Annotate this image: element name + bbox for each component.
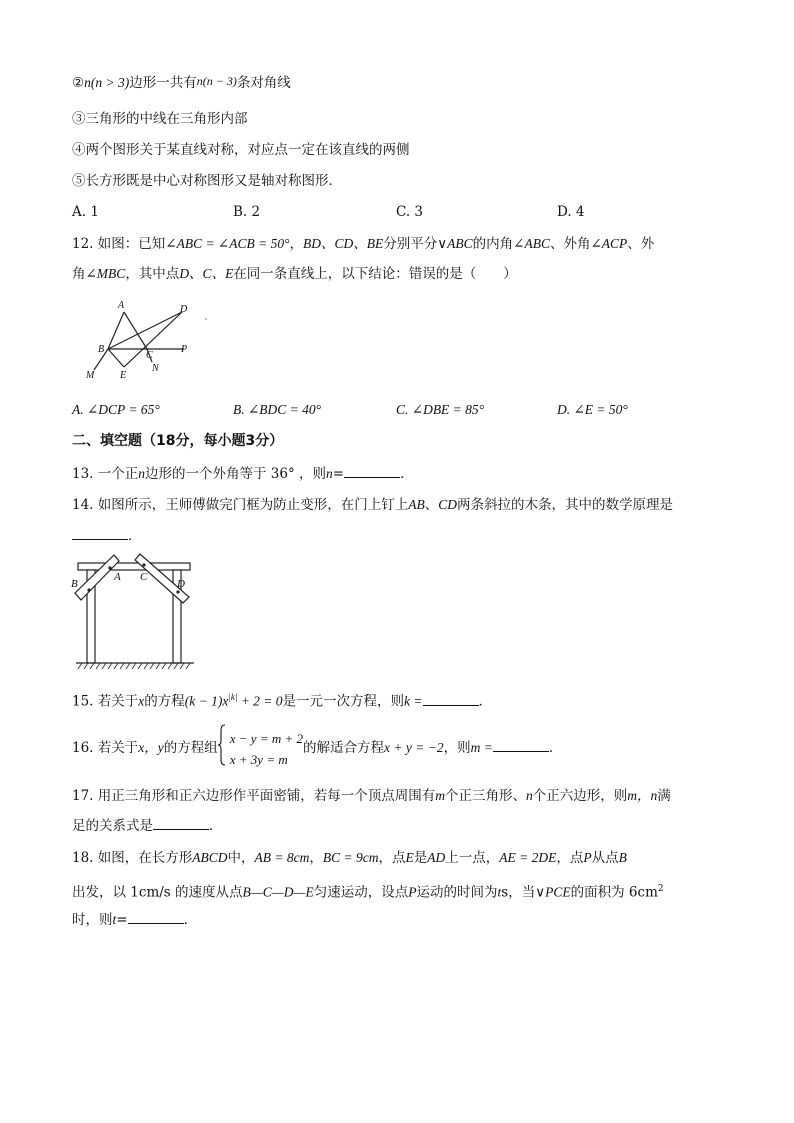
q18-line-1: 18. 如图，在长方形ABCD中，AB = 8cm，BC = 9cm，点E是AD上一点，AE = 2DE，点P从点B <box>72 850 627 866</box>
q12-option-a: A. ∠DCP = 65° <box>72 402 160 417</box>
statement-3: ③三角形的中线在三角形内部 <box>72 111 248 127</box>
q12-line-1: 12. 如图：已知∠ABC = ∠ACB = 50°，BD、CD、BE分别平分∨ABC的内角∠ABC、外角∠ACP、外 <box>72 236 655 252</box>
label-a: A <box>118 300 125 311</box>
label-a: A <box>114 571 121 583</box>
label-d: D <box>180 304 188 315</box>
q12-option-b: B. ∠BDC = 40° <box>233 402 322 417</box>
q16: 16. 若关于x，y的方程组 x − y = m + 2 x + 3y = m 的解适合方程x + y = −2，则m = ． <box>72 724 562 773</box>
line-bd <box>108 312 182 349</box>
q16-blank[interactable] <box>493 739 549 752</box>
q14-line-2: ． <box>72 527 142 545</box>
system-brace <box>218 724 226 773</box>
line-ac <box>124 312 147 349</box>
label-b: B <box>71 578 78 590</box>
label-p: P <box>181 344 188 355</box>
brace-ab <box>75 555 119 600</box>
label-n: N <box>152 363 159 374</box>
q12-option-d: D. ∠E = 50° <box>557 402 628 417</box>
equation-system: x − y = m + 2 x + 3y = m <box>229 730 303 767</box>
q18-line-2: 出发，以 1cm/s 的速度从点B—C—D—E匀速运动，设点P运动的时间为ts，当∨PCE的面积为 $6cm^2$ <box>72 884 664 901</box>
q12-figure <box>80 296 220 386</box>
q15: 15. 若关于x的方程$(k - 1)x^{|k|} + 2 = 0$是一元一次方程，则k = ． <box>72 692 493 710</box>
label-d: D <box>177 578 185 590</box>
q12-line-2: 角∠MBC，其中点D、C、E在同一条直线上，以下结论：错误的是（ ） <box>72 266 517 282</box>
q12-option-c: C. ∠DBE = 85° <box>396 402 485 417</box>
label-m: M <box>86 370 95 381</box>
line-de <box>124 312 182 367</box>
statement-2: ②n(n > 3)边形一共有n(n − 3)条对角线 <box>72 74 291 91</box>
q18-line-3: 时，则t= ． <box>72 912 198 928</box>
label-c: C <box>140 571 148 583</box>
q18-blank[interactable] <box>128 911 184 924</box>
q11-option-d: D. 4 <box>557 204 585 220</box>
label-c: C <box>146 350 153 361</box>
label-e: E <box>120 370 127 381</box>
q13-blank[interactable] <box>344 465 400 478</box>
q15-blank[interactable] <box>423 693 479 706</box>
label-b: B <box>98 344 105 355</box>
statement-5: ⑤长方形既是中心对称图形又是轴对称图形． <box>72 173 342 189</box>
statement-4: ④两个图形关于某直线对称，对应点一定在该直线的两侧 <box>72 142 410 158</box>
line-be <box>108 349 124 367</box>
q13: 13. 一个正n边形的一个外角等于 36° ，则n= ． <box>72 466 414 482</box>
q11-option-c: C. 3 <box>396 204 424 220</box>
q14-blank[interactable] <box>72 527 128 540</box>
q17-line-1: 17. 用正三角形和正六边形作平面密铺，若每一个顶点周围有m个正三角形、n个正六边形，则m，n满 <box>72 788 671 804</box>
q14-line-1: 14. 如图所示，王师傅做完门框为防止变形，在门上钉上AB、CD两条斜拉的木条，其中的数学原理是 <box>72 497 674 513</box>
q14-door-figure <box>70 552 200 670</box>
door-top-beam <box>78 563 190 570</box>
q17-blank[interactable] <box>153 817 209 830</box>
q11-option-a: A. 1 <box>72 204 99 220</box>
q11-option-b: B. 2 <box>233 204 261 220</box>
q17-line-2: 足的关系式是 ． <box>72 818 223 834</box>
line-ab <box>108 312 124 349</box>
section-heading: 二、填空题（18分，每小题3分） <box>72 433 284 449</box>
